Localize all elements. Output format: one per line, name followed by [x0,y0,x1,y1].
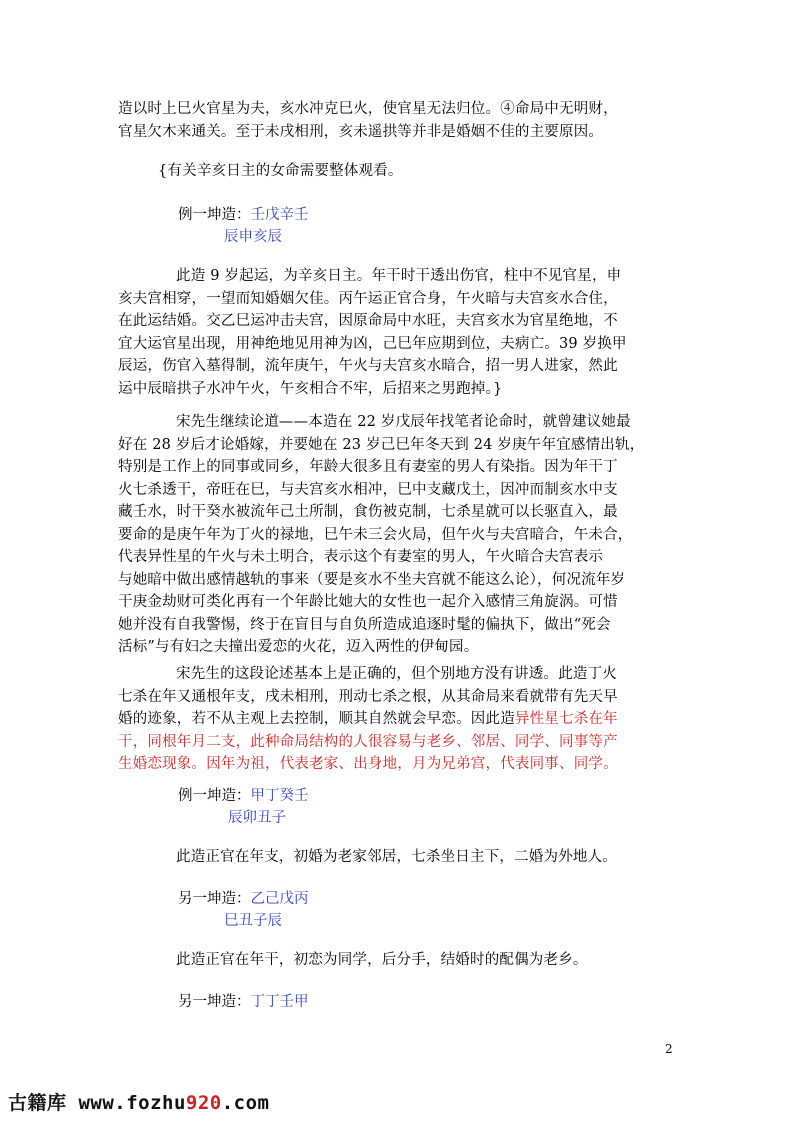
commentary-text: 宋先生的这段论述基本上是正确的，但个别地方没有讲透。此造丁火 七杀在年又通根年支，戌未相刑，刑动七杀之根，从其命局来看就带有先天早 婚的迹象，若不从主观上去控制，顺其自然就会早恋。因此造 [118,666,618,727]
example-3-branches: 巳丑子辰 [224,913,282,929]
example-4-line1 [178,991,309,1014]
commentary-highlight: 异性星七杀在年 干，同根年月二支，此种命局结构的人很容易与老乡、邻居、同学、同事等产 生婚恋现象。因年为祖，代表老家、出身地，月为兄弟宫，代表同事、同学。 [118,711,618,772]
paragraph-note-intro: {有关辛亥日主的女命需要整体观看。 [158,163,403,179]
watermark-url-number: 920 [185,1092,222,1114]
paragraph-analysis-1: 此造 9 岁起运，为辛亥日主。年干时干透出伤官，柱中不见官星，申 亥夫宫相穿，一望而知婚姻欠佳。丙午运正官合身，午火暗与夫宫亥水合住， 在此运结婚。交乙巳运冲击夫宫，因原命局中水旺，夫宫亥水为官星绝地，不 宜大运官星出现，用神绝地见用神为凶，己巳年应期到位，夫病亡。39 岁换甲 辰运，伤官入墓得制，流年庚午，午火与夫宫亥水暗合，招一男人进家，然此 运中辰暗拱子水冲午火，午亥相合不牢，后招来之男跑掉。} [118,268,627,397]
example-3-line1 [178,888,309,911]
example-2-label: 例一坤造： [178,788,251,804]
watermark-url-suffix: .com [221,1092,270,1114]
paragraph-example-2-note: 此造正官在年支，初婚为老家邻居，七杀坐日主下，二婚为外地人。 [176,849,617,865]
example-1-label: 例一坤造： [178,207,251,223]
example-2-branches: 辰卯丑子 [228,810,286,826]
watermark-url-prefix: www.fozhu [66,1092,186,1114]
paragraph-commentary [118,663,678,776]
example-2-line1 [178,785,309,808]
paragraph-example-3-note: 此造正官在年干，初恋为同学，后分手，结婚时的配偶为老乡。 [176,952,588,968]
example-1-branches: 辰申亥辰 [224,229,282,245]
example-4-stems: 丁丁壬甲 [250,994,309,1010]
example-2-stems: 甲丁癸壬 [250,788,309,804]
example-3-label: 另一坤造： [178,891,251,907]
paragraph-analysis-2: 宋先生继续论道——本造在 22 岁戊辰年找笔者论命时，就曾建议她最 好在 28 岁后才论婚嫁，并要她在 23 岁己巳年冬天到 24 岁庚午年宜感情出轨， 特别是工作上的同事或同乡，年龄大很多且有妻室的男人有染指。因为年干丁 火七杀透干，帝旺在巳，与夫宫亥水相冲，巳中支藏戊土，因冲而制亥水中支 藏壬水，时干癸水被流年己土所制，食伤被克制，七杀星就可以长驱直入，最 要命的是庚午年为丁火的禄地，巳午未三会火局，但午火与夫宫暗合，午未合， 代表异性星的午火与未土明合，表示这个有妻室的男人，午火暗合夫宫表示 与她暗中做出感情越轨的事来（要是亥水不坐夫宫就不能这么论），何况流年岁 干庚金劫财可类化再有一个年龄比她大的女性也一起介入感情三角旋涡。可惜 她并没有自我警惕，终于在盲目与自负所造成追逐时髦的偏执下，做出“死会 活标”与有妇之夫撞出爱恋的火花，迈入两性的伊甸园。 [118,414,645,655]
page-number: 2 [665,1042,673,1056]
example-4-label: 另一坤造： [178,994,251,1010]
paragraph-continuation: 造以时上巳火官星为夫，亥水冲克巳火，使官星无法归位。④命局中无明财， 官星欠木来通关。至于未戌相刑，亥未遥拱等并非是婚姻不佳的主要原因。 [118,101,618,140]
example-3-stems: 乙己戊丙 [250,891,309,907]
watermark-site-name: 古籍库 [8,1092,67,1114]
watermark-footer [8,1088,270,1115]
example-1-line1 [178,204,309,227]
example-1-stems: 壬戊辛壬 [250,207,309,223]
